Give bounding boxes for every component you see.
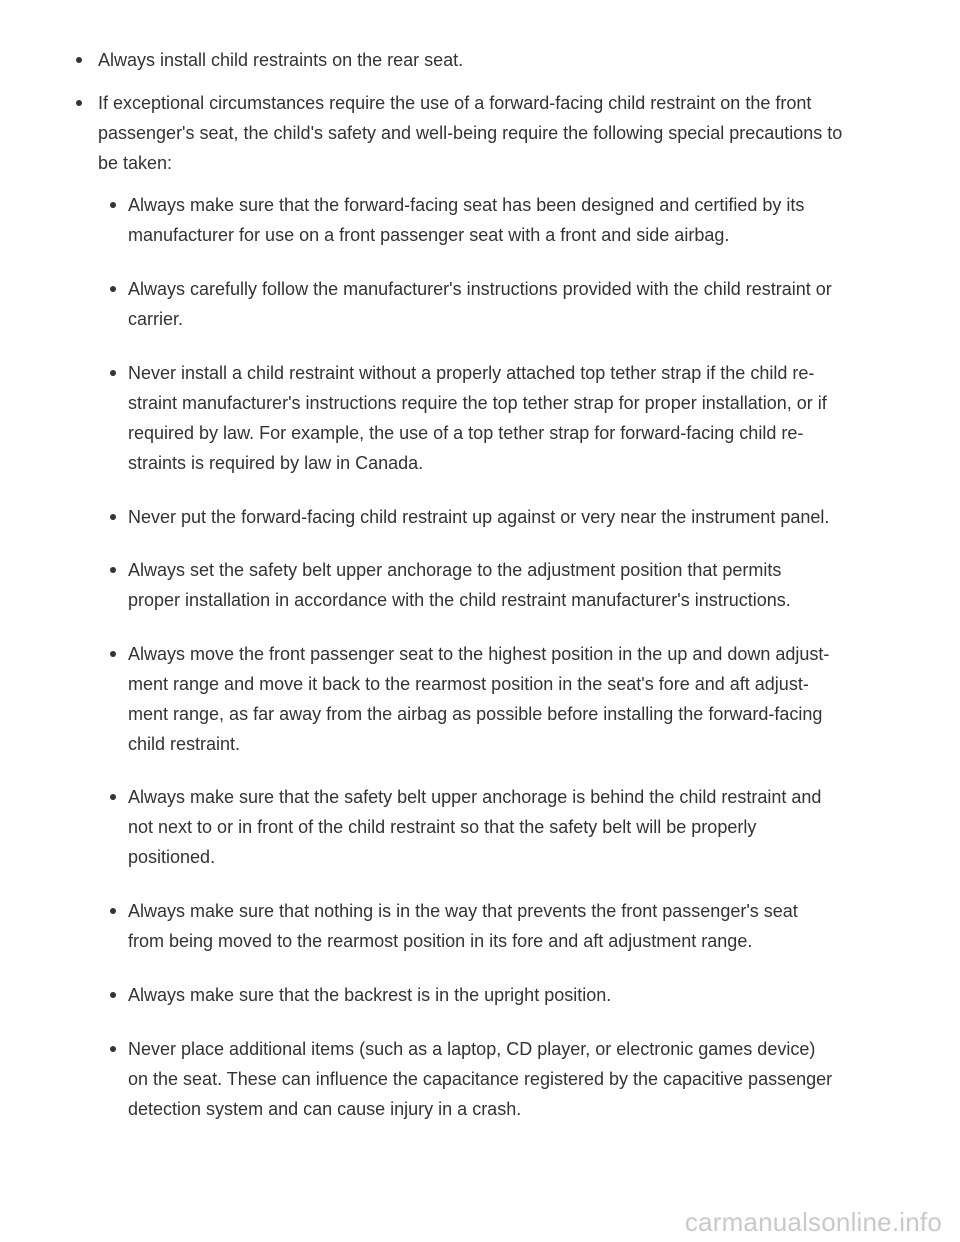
sub-list-item: [128, 555, 878, 615]
bullet-icon: [110, 908, 116, 914]
sub-list-item: [128, 782, 878, 872]
sub-list-item: [128, 980, 878, 1010]
bullet-icon: [76, 100, 82, 106]
bullet-icon: [110, 286, 116, 292]
list-item: [98, 45, 888, 75]
watermark: carmanualsonline.info: [684, 1207, 942, 1237]
sub-list-item-text: Never install a child restraint without a properly attached top tether strap if the child re- straint manufacturer's instructions require the top tether strap for proper installation, or if required by law. For example, the use of a top tether strap for forward-facing child re- straints is required by law in Canada.: [128, 363, 827, 473]
sub-list-item: [128, 358, 878, 478]
bullet-icon: [110, 370, 116, 376]
sub-list-item: [128, 1034, 878, 1124]
sub-list-item-text: Always make sure that nothing is in the way that prevents the front passenger's seat from being moved to the rearmost position in its fore and aft adjustment range.: [128, 901, 798, 951]
bullet-icon: [76, 57, 82, 63]
sub-list-item: [128, 502, 878, 532]
bullet-icon: [110, 567, 116, 573]
bullet-icon: [110, 1046, 116, 1052]
bullet-icon: [110, 651, 116, 657]
bullet-icon: [110, 514, 116, 520]
bullet-icon: [110, 202, 116, 208]
sub-list-item-text: Never place additional items (such as a laptop, CD player, or electronic games device) on the seat. These can influence the capacitance registered by the capacitive passenger detection system and can cause injury in a crash.: [128, 1039, 833, 1119]
sub-list-item-text: Always make sure that the backrest is in the upright position.: [128, 985, 612, 1005]
sub-list-item-text: Always carefully follow the manufacturer's instructions provided with the child restraint or carrier.: [128, 279, 832, 329]
list-item-text: Always install child restraints on the rear seat.: [98, 50, 464, 70]
bullet-icon: [110, 794, 116, 800]
sub-list-item-text: Always make sure that the safety belt upper anchorage is behind the child restraint and not next to or in front of the child restraint so that the safety belt will be properly positioned.: [128, 787, 822, 867]
sub-list-item: [128, 896, 878, 956]
sub-list-item-text: Always move the front passenger seat to the highest position in the up and down adjust- ment range and move it back to the rearmost position in the seat's fore and aft adjust- ment range, as far away from the airbag as possible before installing the forward-facing child restraint.: [128, 644, 830, 754]
sub-list-item: [128, 190, 878, 250]
list-item: [98, 88, 888, 178]
list-item-text: If exceptional circumstances require the use of a forward-facing child restraint on the front passenger's seat, the child's safety and well-being require the following special precautions to be taken:: [98, 93, 843, 173]
sub-list-item-text: Always make sure that the forward-facing seat has been designed and certified by its manufacturer for use on a front passenger seat with a front and side airbag.: [128, 195, 805, 245]
sub-list-item-text: Never put the forward-facing child restraint up against or very near the instrument panel.: [128, 507, 830, 527]
sub-list-item-text: Always set the safety belt upper anchorage to the adjustment position that permits proper installation in accordance with the child restraint manufacturer's instructions.: [128, 560, 791, 610]
sub-list-item: [128, 274, 878, 334]
bullet-icon: [110, 992, 116, 998]
sub-list-item: [128, 639, 878, 759]
